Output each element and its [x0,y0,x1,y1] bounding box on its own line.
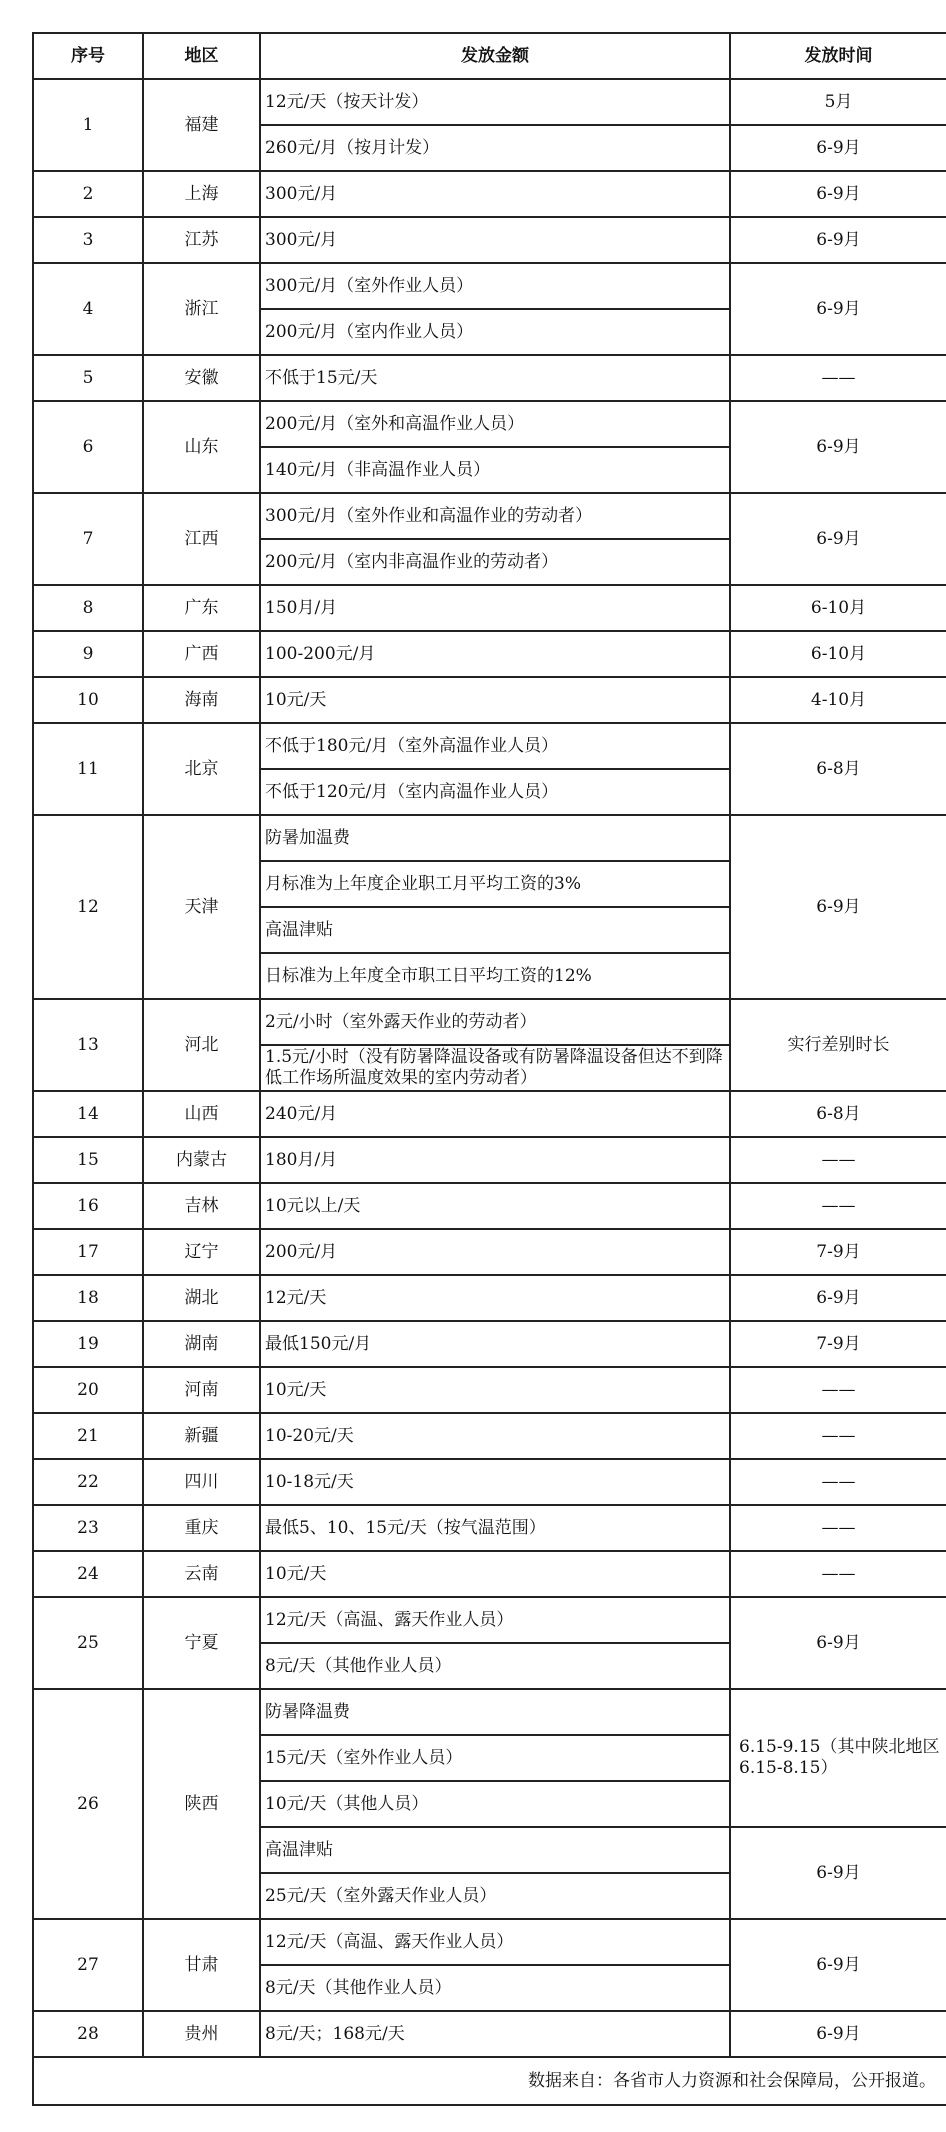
row-amount: 防暑加温费 [260,815,730,861]
subsidy-table-container [32,32,946,2106]
table-row [33,631,946,677]
row-amount: 240元/月 [260,1091,730,1137]
row-number: 9 [33,631,143,677]
row-time: 6-9月 [730,1597,946,1689]
table-row [33,1137,946,1183]
row-number: 23 [33,1505,143,1551]
row-number: 5 [33,355,143,401]
table-row [33,1321,946,1367]
row-number: 2 [33,171,143,217]
table-row [33,1919,946,1965]
row-amount: 12元/天（高温、露天作业人员） [260,1919,730,1965]
row-number: 11 [33,723,143,815]
table-row [33,217,946,263]
row-amount: 25元/天（室外露天作业人员） [260,1873,730,1919]
row-number: 16 [33,1183,143,1229]
row-region: 湖南 [143,1321,260,1367]
row-time: 6-9月 [730,1919,946,2011]
row-region: 浙江 [143,263,260,355]
table-row [33,723,946,769]
row-region: 安徽 [143,355,260,401]
row-amount: 不低于120元/月（室内高温作业人员） [260,769,730,815]
row-region: 陕西 [143,1689,260,1919]
table-row [33,493,946,539]
row-region: 上海 [143,171,260,217]
row-amount: 300元/月（室外作业和高温作业的劳动者） [260,493,730,539]
row-amount: 10-18元/天 [260,1459,730,1505]
row-number: 3 [33,217,143,263]
table-row [33,79,946,125]
row-region: 新疆 [143,1413,260,1459]
row-number: 25 [33,1597,143,1689]
row-region: 江苏 [143,217,260,263]
row-time: 5月 [730,79,946,125]
row-time: 6-9月 [730,171,946,217]
row-amount: 260元/月（按月计发） [260,125,730,171]
row-number: 8 [33,585,143,631]
row-amount: 300元/月 [260,171,730,217]
row-region: 吉林 [143,1183,260,1229]
header-time: 发放时间 [730,33,946,79]
row-number: 20 [33,1367,143,1413]
row-amount: 150月/月 [260,585,730,631]
row-time: —— [730,1137,946,1183]
row-time: 6-10月 [730,631,946,677]
row-time: —— [730,1551,946,1597]
row-region: 江西 [143,493,260,585]
row-region: 河北 [143,999,260,1091]
table-row [33,1689,946,1735]
row-amount: 300元/月 [260,217,730,263]
row-amount: 200元/月（室内非高温作业的劳动者） [260,539,730,585]
row-number: 6 [33,401,143,493]
row-number: 14 [33,1091,143,1137]
table-row [33,999,946,1045]
source-row [33,2057,946,2105]
row-amount: 1.5元/小时（没有防暑降温设备或有防暑降温设备但达不到降低工作场所温度效果的室内劳动者） [260,1045,730,1091]
row-region: 天津 [143,815,260,999]
row-region: 四川 [143,1459,260,1505]
table-row [33,1597,946,1643]
row-amount: 200元/月（室外和高温作业人员） [260,401,730,447]
table-row [33,677,946,723]
row-region: 河南 [143,1367,260,1413]
row-amount: 12元/天（高温、露天作业人员） [260,1597,730,1643]
table-row [33,585,946,631]
row-number: 4 [33,263,143,355]
row-time: 6-9月 [730,1275,946,1321]
row-amount: 180月/月 [260,1137,730,1183]
table-row [33,815,946,861]
row-amount: 10元以上/天 [260,1183,730,1229]
row-amount: 防暑降温费 [260,1689,730,1735]
row-amount: 8元/天（其他作业人员） [260,1965,730,2011]
row-number: 15 [33,1137,143,1183]
row-number: 13 [33,999,143,1091]
row-region: 云南 [143,1551,260,1597]
header-no: 序号 [33,33,143,79]
row-number: 1 [33,79,143,171]
table-row [33,1505,946,1551]
row-time: 6-9月 [730,815,946,999]
table-row [33,1091,946,1137]
row-amount: 15元/天（室外作业人员） [260,1735,730,1781]
row-region: 山东 [143,401,260,493]
row-amount: 8元/天；168元/天 [260,2011,730,2057]
header-region: 地区 [143,33,260,79]
row-time: —— [730,1183,946,1229]
table-row [33,1275,946,1321]
row-time: —— [730,355,946,401]
row-amount: 最低5、10、15元/天（按气温范围） [260,1505,730,1551]
row-time: —— [730,1367,946,1413]
row-time: 6-8月 [730,723,946,815]
source-note: 数据来自：各省市人力资源和社会保障局，公开报道。 [33,2057,946,2105]
row-time: —— [730,1505,946,1551]
row-amount: 2元/小时（室外露天作业的劳动者） [260,999,730,1045]
table-row [33,1413,946,1459]
header-row [33,33,946,79]
table-row [33,2011,946,2057]
row-number: 22 [33,1459,143,1505]
table-row [33,355,946,401]
row-amount: 200元/月（室内作业人员） [260,309,730,355]
row-region: 山西 [143,1091,260,1137]
row-amount: 高温津贴 [260,1827,730,1873]
row-number: 24 [33,1551,143,1597]
row-number: 10 [33,677,143,723]
row-region: 广西 [143,631,260,677]
row-time: —— [730,1413,946,1459]
row-amount: 不低于15元/天 [260,355,730,401]
row-region: 湖北 [143,1275,260,1321]
row-time: 6-9月 [730,401,946,493]
row-time: 6-9月 [730,125,946,171]
row-amount: 10元/天 [260,1551,730,1597]
row-amount: 不低于180元/月（室外高温作业人员） [260,723,730,769]
row-time: 7-9月 [730,1321,946,1367]
row-number: 27 [33,1919,143,2011]
row-amount: 12元/天 [260,1275,730,1321]
row-number: 17 [33,1229,143,1275]
row-region: 贵州 [143,2011,260,2057]
row-region: 北京 [143,723,260,815]
table-row [33,1229,946,1275]
row-region: 重庆 [143,1505,260,1551]
row-time: 6-8月 [730,1091,946,1137]
row-amount: 100-200元/月 [260,631,730,677]
row-time: 6-9月 [730,1827,946,1919]
table-row [33,263,946,309]
row-amount: 10元/天 [260,677,730,723]
row-amount: 200元/月 [260,1229,730,1275]
row-amount: 12元/天（按天计发） [260,79,730,125]
row-number: 18 [33,1275,143,1321]
row-amount: 8元/天（其他作业人员） [260,1643,730,1689]
row-amount: 最低150元/月 [260,1321,730,1367]
row-amount: 高温津贴 [260,907,730,953]
row-region: 福建 [143,79,260,171]
row-region: 宁夏 [143,1597,260,1689]
row-region: 辽宁 [143,1229,260,1275]
row-number: 7 [33,493,143,585]
table-row [33,1551,946,1597]
row-time: 6-9月 [730,217,946,263]
row-amount: 300元/月（室外作业人员） [260,263,730,309]
table-row [33,1183,946,1229]
row-time: 6-9月 [730,2011,946,2057]
row-amount: 10元/天 [260,1367,730,1413]
row-time: 实行差别时长 [730,999,946,1091]
row-time: 6-10月 [730,585,946,631]
subsidy-table [32,32,946,2106]
header-amount: 发放金额 [260,33,730,79]
row-region: 海南 [143,677,260,723]
row-number: 19 [33,1321,143,1367]
row-number: 21 [33,1413,143,1459]
row-time: —— [730,1459,946,1505]
row-time: 6.15-9.15（其中陕北地区6.15-8.15） [730,1689,946,1827]
row-time: 6-9月 [730,263,946,355]
row-amount: 140元/月（非高温作业人员） [260,447,730,493]
row-number: 26 [33,1689,143,1919]
row-time: 7-9月 [730,1229,946,1275]
table-row [33,171,946,217]
row-time: 4-10月 [730,677,946,723]
row-time: 6-9月 [730,493,946,585]
table-row [33,401,946,447]
row-amount: 10元/天（其他人员） [260,1781,730,1827]
row-number: 28 [33,2011,143,2057]
row-region: 内蒙古 [143,1137,260,1183]
row-region: 广东 [143,585,260,631]
table-row [33,1367,946,1413]
row-amount: 10-20元/天 [260,1413,730,1459]
row-amount: 月标准为上年度企业职工月平均工资的3% [260,861,730,907]
row-region: 甘肃 [143,1919,260,2011]
row-number: 12 [33,815,143,999]
table-row [33,1459,946,1505]
row-amount: 日标准为上年度全市职工日平均工资的12% [260,953,730,999]
